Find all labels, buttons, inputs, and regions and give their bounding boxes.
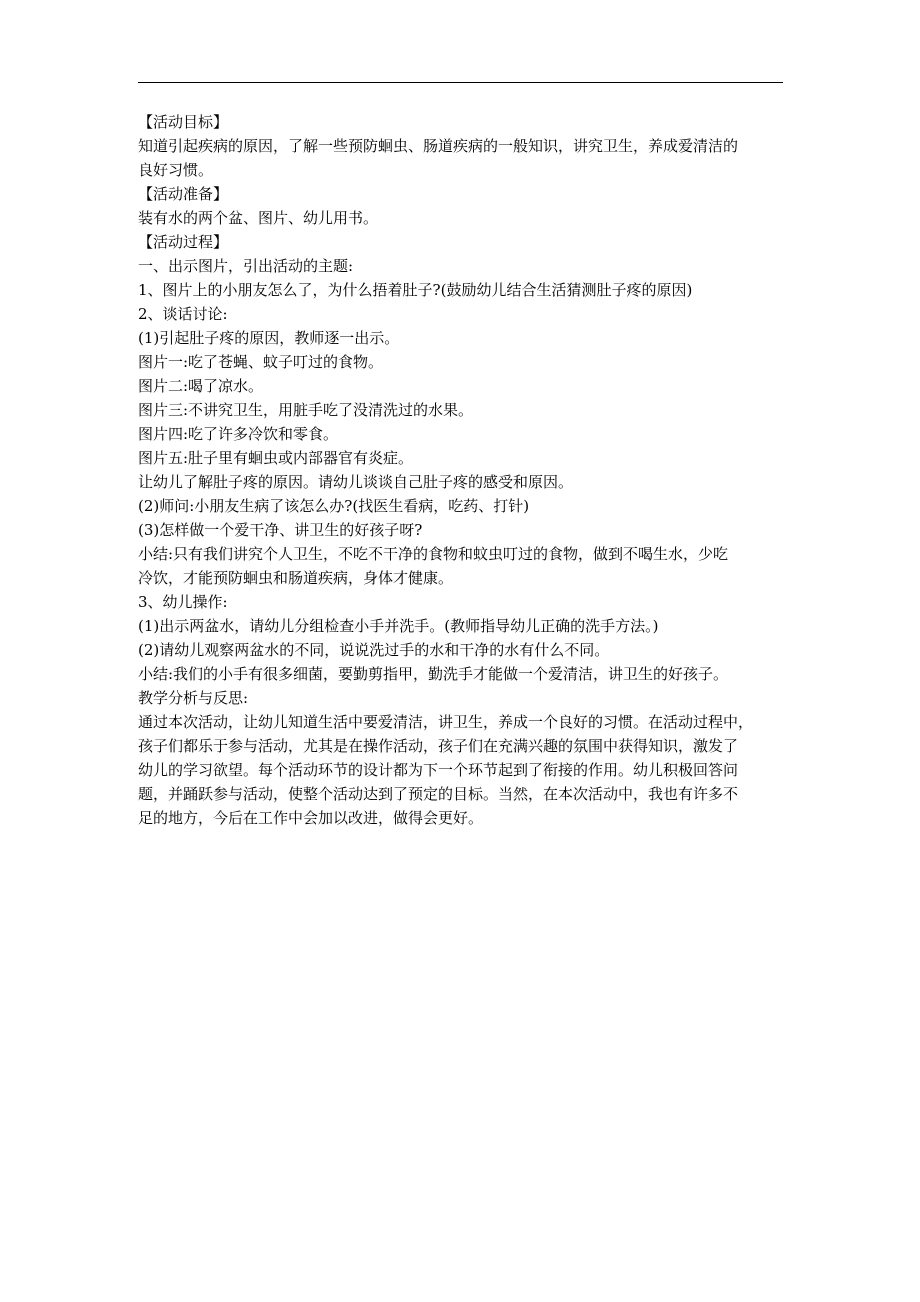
text-line: 1、图片上的小朋友怎么了，为什么捂着肚子?(鼓励幼儿结合生活猜测肚子疼的原因) — [138, 281, 693, 299]
text-line: (1)引起肚子疼的原因，教师逐一出示。 — [138, 329, 400, 347]
text-line: 知道引起疾病的原因，了解一些预防蛔虫、肠道疾病的一般知识，讲究卫生，养成爱清洁的 — [138, 137, 739, 155]
text-line: 3、幼儿操作: — [138, 593, 228, 611]
text-line: (2)师问:小朋友生病了该怎么办?(找医生看病，吃药、打针) — [138, 497, 530, 515]
text-line: (1)出示两盆水，请幼儿分组检查小手并洗手。(教师指导幼儿正确的洗手方法。) — [138, 617, 659, 635]
text-line: 图片四:吃了许多冷饮和零食。 — [138, 425, 339, 443]
text-line: 幼儿的学习欲望。每个活动环节的设计都为下一个环节起到了衔接的作用。幼儿积极回答问 — [138, 761, 739, 779]
text-line: (2)请幼儿观察两盆水的不同，说说洗过手的水和干净的水有什么不同。 — [138, 641, 610, 659]
text-line: 足的地方，今后在工作中会加以改进，做得会更好。 — [138, 809, 484, 827]
text-line: 小结:只有我们讲究个人卫生，不吃不干净的食物和蚊虫叮过的食物，做到不喝生水，少吃 — [138, 545, 729, 563]
section-heading-process: 【活动过程】 — [138, 233, 229, 251]
text-line: 良好习惯。 — [138, 161, 214, 179]
text-line: 图片三:不讲究卫生，用脏手吃了没清洗过的水果。 — [138, 401, 474, 419]
section-heading-preparation: 【活动准备】 — [138, 185, 229, 203]
text-line: (3)怎样做一个爱干净、讲卫生的好孩子呀? — [138, 521, 423, 539]
text-line: 通过本次活动，让幼儿知道生活中要爱清洁，讲卫生，养成一个良好的习惯。在活动过程中， — [138, 713, 754, 731]
text-line: 装有水的两个盆、图片、幼儿用书。 — [138, 209, 379, 227]
text-line: 冷饮，才能预防蛔虫和肠道疾病，身体才健康。 — [138, 569, 454, 587]
text-line: 孩子们都乐于参与活动，尤其是在操作活动，孩子们在充满兴趣的氛围中获得知识，激发了 — [138, 737, 739, 755]
text-line: 图片二:喝了凉水。 — [138, 377, 264, 395]
text-line: 题，并踊跃参与活动，使整个活动达到了预定的目标。当然，在本次活动中，我也有许多不 — [138, 785, 739, 803]
text-line: 图片五:肚子里有蛔虫或内部器官有炎症。 — [138, 449, 414, 467]
section-heading-goals: 【活动目标】 — [138, 113, 229, 131]
text-line: 一、出示图片，引出活动的主题: — [138, 257, 354, 275]
text-line: 图片一:吃了苍蝇、蚊子叮过的食物。 — [138, 353, 384, 371]
document-body — [138, 110, 788, 830]
section-heading-reflection: 教学分析与反思: — [138, 689, 249, 707]
text-line: 小结:我们的小手有很多细菌，要勤剪指甲，勤洗手才能做一个爱清洁，讲卫生的好孩子。 — [138, 665, 729, 683]
text-line: 让幼儿了解肚子疼的原因。请幼儿谈谈自己肚子疼的感受和原因。 — [138, 473, 574, 491]
text-line: 2、谈话讨论: — [138, 305, 228, 323]
header-rule — [138, 82, 783, 83]
